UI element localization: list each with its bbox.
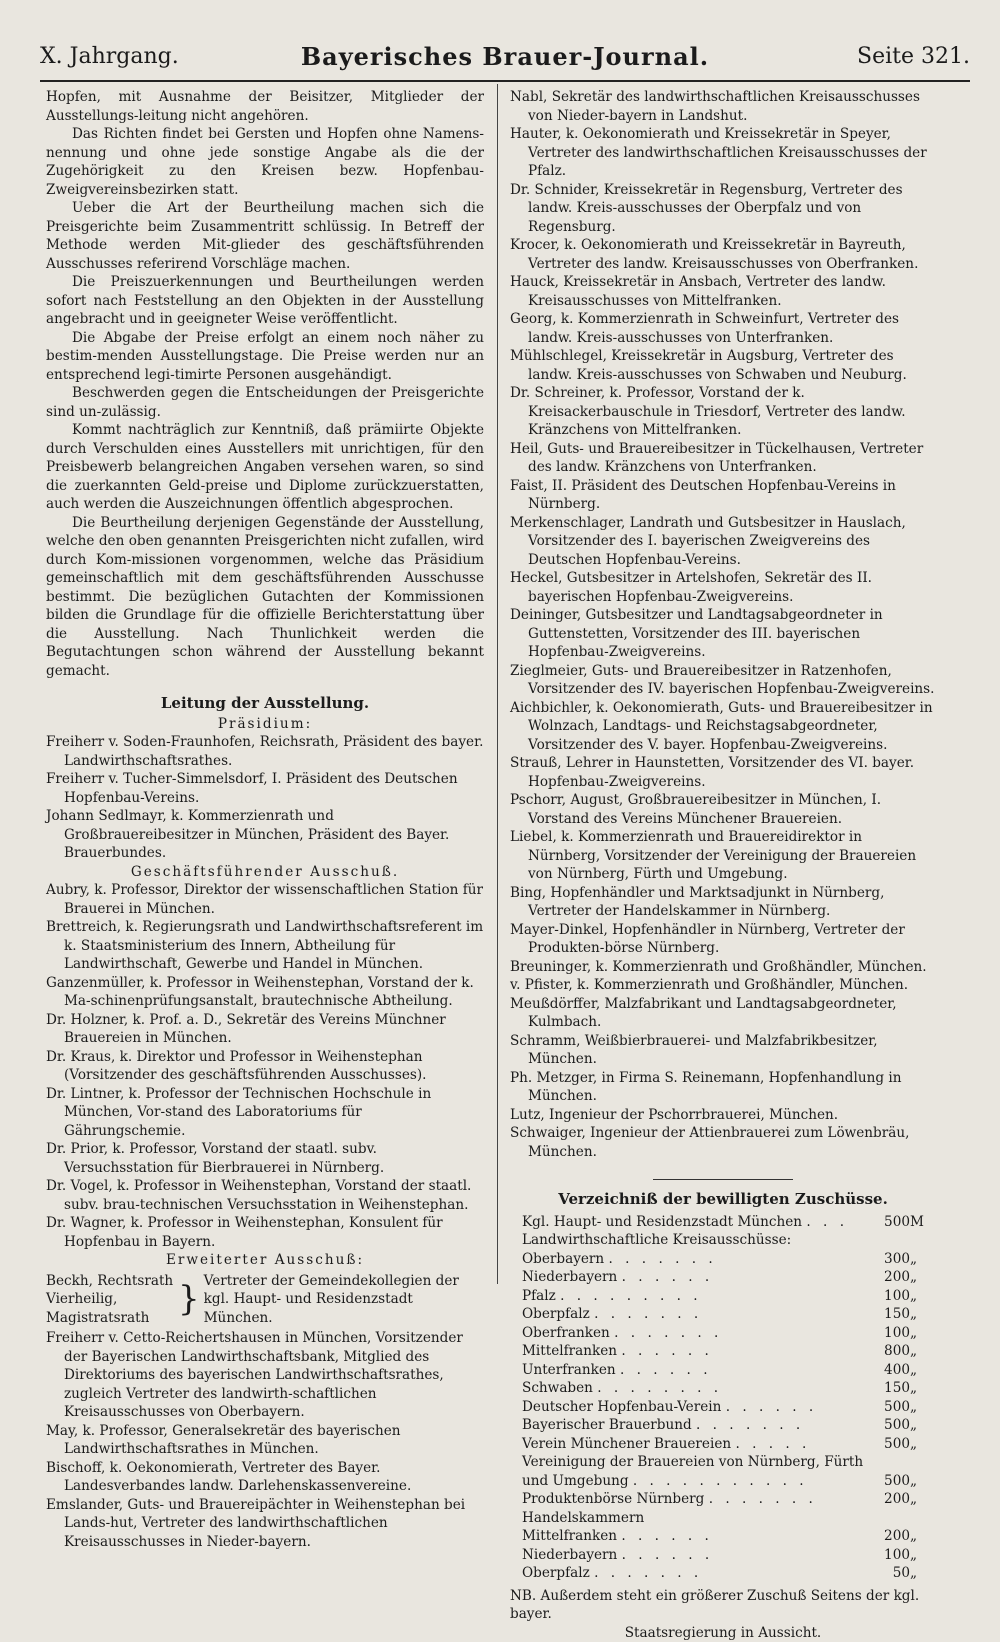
section-divider — [653, 1179, 793, 1180]
grant-row — [522, 1398, 932, 1417]
member-entry: Hauck, Kreissekretär in Ansbach, Vertreter des landw. Kreisausschusses von Mittelfranken. — [510, 273, 936, 310]
grant-label-cell — [522, 1453, 868, 1472]
member-entry: Mayer-Dinkel, Hopfenhändler in Nürnberg, Vertreter der Produkten-börse Nürnberg. — [510, 921, 936, 958]
erweitert-title: Erweiterter Ausschuß: — [46, 1251, 484, 1270]
member-entry: Strauß, Lehrer in Haunstetten, Vorsitzender des VI. bayer. Hopfenbau-Zweigvereins. — [510, 754, 936, 791]
grant-label: Niederbayern — [522, 1269, 617, 1285]
grant-label: Pfalz — [522, 1288, 556, 1304]
ausschuss-entry: Dr. Prior, k. Professor, Vorstand der staatl. subv. Versuchsstation für Bierbrauerei in Nürnberg. — [46, 1140, 484, 1177]
brace-description: Vertreter der Gemeindekollegien der kgl. Haupt- und Residenzstadt München. — [204, 1272, 484, 1328]
member-entry: Heckel, Gutsbesitzer in Artelshofen, Sekretär des II. bayerischen Hopfenbau-Zweigvereins. — [510, 569, 936, 606]
ausschuss-entry: Ganzenmüller, k. Professor in Weihenstephan, Vorstand der k. Ma-schinenprüfungsanstalt, brautechnische Abtheilung. — [46, 974, 484, 1011]
grant-amount: 150 — [868, 1379, 910, 1398]
member-entry: Heil, Guts- und Brauereibesitzer in Tückelhausen, Vertreter des landw. Kränzchens von Unterfranken. — [510, 440, 936, 477]
grant-amount — [868, 1453, 910, 1472]
grant-label-cell — [522, 1564, 868, 1583]
grant-label: Landwirthschaftliche Kreisausschüsse: — [522, 1232, 791, 1248]
grant-unit: „ — [910, 1398, 932, 1417]
leader-dots: . . . . . . . — [709, 1491, 817, 1507]
grant-unit: „ — [910, 1564, 932, 1583]
intro-paragraph: Die Beurtheilung derjenigen Gegenstände der Ausstellung, welche den oben genannten Preisgerichten nicht zufallen, wird durch Kom-missionen vorgenommen, welche das Präsidium gemeinschaftlich mit dem geschäftsführenden Ausschusse bestimmt. Die bezüglichen Gutachten der Kommissionen bilden die Grundlage für die offizielle Berichterstattung über die Ausstellung. Nach Thunlichkeit werden die Begutachtungen schon während der Ausstellung bekannt gemacht. — [46, 514, 484, 681]
grant-row — [522, 1509, 932, 1528]
leader-dots: . . . . . . — [621, 1528, 713, 1544]
grant-row — [522, 1546, 932, 1565]
grant-unit — [910, 1231, 932, 1250]
nb-note: NB. Außerdem steht ein größerer Zuschuß Seitens der kgl. bayer. — [510, 1587, 936, 1624]
grant-amount: 200 — [868, 1490, 910, 1509]
leitung-title: Leitung der Ausstellung. — [46, 694, 484, 713]
grant-label-cell — [522, 1527, 868, 1546]
grant-label-cell — [522, 1305, 868, 1324]
grant-label-cell — [522, 1231, 868, 1250]
grant-amount: 100 — [868, 1546, 910, 1565]
grant-row — [522, 1490, 932, 1509]
grant-unit: „ — [910, 1250, 932, 1269]
column-rule — [497, 84, 498, 1284]
grant-label: Mittelfranken — [522, 1343, 617, 1359]
leader-dots: . . . — [806, 1214, 848, 1230]
grant-row — [522, 1324, 932, 1343]
grant-row — [522, 1250, 932, 1269]
leader-dots: . . . . . . — [726, 1399, 818, 1415]
volume-label: X. Jahrgang. — [40, 44, 179, 69]
grant-amount: 200 — [868, 1268, 910, 1287]
grant-label: Oberpfalz — [522, 1565, 590, 1581]
grant-amount: 400 — [868, 1361, 910, 1380]
intro-paragraph: Ueber die Art der Beurtheilung machen sich die Preisgerichte beim Zusammentritt schlüssig. In Betreff der Methode werden Mit-glieder des geschäftsführenden Ausschusses referirend Vorschläge machen. — [46, 199, 484, 273]
grant-unit: M — [910, 1213, 932, 1232]
ausschuss-entry: Brettreich, k. Regierungsrath und Landwirthschaftsreferent im k. Staatsministerium des Innern, Abtheilung für Landwirthschaft, Gewerbe und Handel in München. — [46, 918, 484, 974]
ausschuss-title: Geschäftsführender Ausschuß. — [46, 863, 484, 882]
grant-row — [522, 1305, 932, 1324]
grant-label-cell — [522, 1490, 868, 1509]
grant-label-cell — [522, 1268, 868, 1287]
member-entry: Deininger, Gutsbesitzer und Landtagsabgeordneter in Guttenstetten, Vorsitzender des III. bayerischen Hopfenbau-Zweigvereins. — [510, 606, 936, 662]
grant-label-cell — [522, 1287, 868, 1306]
erweitert-entry: Bischoff, k. Oekonomierath, Vertreter des Bayer. Landesverbandes landw. Darlehenskassenvereine. — [46, 1459, 484, 1496]
page-header — [40, 44, 970, 78]
grant-unit: „ — [910, 1324, 932, 1343]
grant-label-cell — [522, 1324, 868, 1343]
zuschuesse-title: Verzeichniß der bewilligten Zuschüsse. — [510, 1190, 936, 1209]
grant-row — [522, 1472, 932, 1491]
grant-unit: „ — [910, 1379, 932, 1398]
member-entry: Breuninger, k. Kommerzienrath und Großhändler, München. — [510, 958, 936, 977]
intro-paragraph: Beschwerden gegen die Entscheidungen der Preisgerichte sind un-zulässig. — [46, 384, 484, 421]
grant-row — [522, 1527, 932, 1546]
leader-dots: . . . . . . . . — [597, 1380, 722, 1396]
intro-paragraph: Die Preiszuerkennungen und Beurtheilungen werden sofort nach Feststellung an den Objekten in der Ausstellung angebracht und in geeigneter Weise veröffentlicht. — [46, 273, 484, 329]
grant-unit: „ — [910, 1546, 932, 1565]
grant-label: Schwaben — [522, 1380, 593, 1396]
member-entry: Pschorr, August, Großbrauereibesitzer in München, I. Vorstand des Vereins Münchener Brauereien. — [510, 791, 936, 828]
leader-dots: . . . . . . . . . — [560, 1288, 701, 1304]
grant-label-cell — [522, 1472, 868, 1491]
grant-label-cell — [522, 1416, 868, 1435]
page-number: Seite 321. — [857, 44, 970, 69]
left-column — [46, 88, 484, 1551]
grant-unit: „ — [910, 1416, 932, 1435]
grant-amount: 500 — [868, 1213, 910, 1232]
erweitert-entry: Emslander, Guts- und Brauereipächter in Weihenstephan bei Lands-hut, Vertreter des landwirthschaftlichen Kreisausschusses in Nieder-bayern. — [46, 1496, 484, 1552]
leader-dots: . . . . . . — [622, 1547, 714, 1563]
grant-unit — [910, 1509, 932, 1528]
intro-paragraph: Kommt nachträglich zur Kenntniß, daß prämiirte Objekte durch Verschulden eines Ausstellers mit unrichtigen, für den Preisbewerb belangreichen Angaben versehen waren, so sind die zuerkannten Geld-preise und Diplome zurückzuerstatten, auch werden die Auszeichnungen öffentlich abgesprochen. — [46, 421, 484, 514]
grant-unit: „ — [910, 1490, 932, 1509]
intro-paragraph: Hopfen, mit Ausnahme der Beisitzer, Mitglieder der Ausstellungs-leitung nicht angehören. — [46, 88, 484, 125]
grant-label-cell — [522, 1361, 868, 1380]
header-rule — [40, 80, 970, 82]
grant-label-cell — [522, 1435, 868, 1454]
grant-unit: „ — [910, 1472, 932, 1491]
member-entry: Lutz, Ingenieur der Pschorrbrauerei, München. — [510, 1106, 936, 1125]
grant-amount: 500 — [868, 1472, 910, 1491]
leader-dots: . . . . . . . — [594, 1565, 702, 1581]
member-entry: Bing, Hopfenhändler und Marktsadjunkt in Nürnberg, Vertreter der Handelskammer in Nürnberg. — [510, 884, 936, 921]
brace-names — [46, 1272, 178, 1328]
grant-label: Deutscher Hopfenbau-Verein — [522, 1399, 721, 1415]
grant-unit — [910, 1453, 932, 1472]
intro-paragraph: Das Richten findet bei Gersten und Hopfen ohne Namens-nennung und ohne jede sonstige Angabe als die der Zugehörigkeit zu den Kreisen bezw. Hopfenbau-Zweigvereinsbezirken statt. — [46, 125, 484, 199]
grant-amount: 150 — [868, 1305, 910, 1324]
grant-row — [522, 1564, 932, 1583]
member-entry: Meußdörffer, Malzfabrikant und Landtagsabgeordneter, Kulmbach. — [510, 995, 936, 1032]
member-entry: Schramm, Weißbierbrauerei- und Malzfabrikbesitzer, München. — [510, 1032, 936, 1069]
grant-label-cell — [522, 1398, 868, 1417]
grant-label: Oberbayern — [522, 1251, 604, 1267]
journal-title: Bayerisches Brauer-Journal. — [40, 42, 970, 71]
grant-row — [522, 1231, 932, 1250]
leader-dots: . . . . . — [735, 1436, 810, 1452]
grant-amount: 200 — [868, 1527, 910, 1546]
grant-label-cell — [522, 1342, 868, 1361]
member-entry: Aichbichler, k. Oekonomierath, Guts- und Brauereibesitzer in Wolnzach, Landtags- und Reichstagsabgeordneter, Vorsitzender des V. bayer. Hopfenbau-Zweigvereins. — [510, 699, 936, 755]
grant-amount — [868, 1509, 910, 1528]
member-entry: Hauter, k. Oekonomierath und Kreissekretär in Speyer, Vertreter des landwirthschaftlichen Kreisausschusses der Pfalz. — [510, 125, 936, 181]
grant-label: und Umgebung — [522, 1473, 629, 1489]
grant-label: Oberfranken — [522, 1325, 610, 1341]
praesidium-entry: Johann Sedlmayr, k. Kommerzienrath und Großbrauereibesitzer in München, Präsident des Bayer. Brauerbundes. — [46, 807, 484, 863]
grant-label-cell — [522, 1379, 868, 1398]
brace-group — [46, 1272, 484, 1328]
leader-dots: . . . . . . — [622, 1269, 714, 1285]
grant-amount: 50 — [868, 1564, 910, 1583]
grant-row — [522, 1435, 932, 1454]
leader-dots: . . . . . . . — [609, 1251, 717, 1267]
grant-label: Niederbayern — [522, 1547, 617, 1563]
grant-label-cell — [522, 1250, 868, 1269]
grant-row — [522, 1213, 932, 1232]
grant-row — [522, 1379, 932, 1398]
grant-amount: 100 — [868, 1287, 910, 1306]
brace-mark: } — [178, 1284, 204, 1314]
member-entry: Merkenschlager, Landrath und Gutsbesitzer in Hauslach, Vorsitzender des I. bayerischen Zweigvereins des Deutschen Hopfenbau-Vereins. — [510, 514, 936, 570]
grant-label: Verein Münchener Brauereien — [522, 1436, 731, 1452]
ausschuss-entry: Aubry, k. Professor, Direktor der wissenschaftlichen Station für Brauerei in München. — [46, 881, 484, 918]
grant-label: Handelskammern — [522, 1510, 644, 1526]
erweitert-entry: Freiherr v. Cetto-Reichertshausen in München, Vorsitzender der Bayerischen Landwirthschaftsbank, Mitglied des Direktoriums des bayerischen Landwirthschaftsrathes, zugleich Vertreter des landwirth-schaftlichen Kreisausschusses von Oberbayern. — [46, 1329, 484, 1422]
grant-label: Unterfranken — [522, 1362, 616, 1378]
grant-amount — [868, 1231, 910, 1250]
grant-label: Oberpfalz — [522, 1306, 590, 1322]
member-entry: Mühlschlegel, Kreissekretär in Augsburg, Vertreter des landw. Kreis-ausschusses von Schwaben und Neuburg. — [510, 347, 936, 384]
leader-dots: . . . . . . . — [614, 1325, 722, 1341]
ausschuss-entry: Dr. Lintner, k. Professor der Technischen Hochschule in München, Vor-stand des Laboratoriums für Gährungschemie. — [46, 1085, 484, 1141]
brace-name: Vierheilig, Magistratsrath — [46, 1290, 178, 1327]
grant-row — [522, 1342, 932, 1361]
member-entry: v. Pfister, k. Kommerzienrath und Großhändler, München. — [510, 976, 936, 995]
member-entry: Ph. Metzger, in Firma S. Reinemann, Hopfenhandlung in München. — [510, 1069, 936, 1106]
grant-label: Mittelfranken — [522, 1528, 617, 1544]
brace-name: Beckh, Rechtsrath — [46, 1272, 178, 1291]
grants-table — [522, 1213, 932, 1583]
leader-dots: . . . . . . . — [696, 1417, 804, 1433]
member-entry: Georg, k. Kommerzienrath in Schweinfurt, Vertreter des landw. Kreis-ausschusses von Unterfranken. — [510, 310, 936, 347]
grant-unit: „ — [910, 1287, 932, 1306]
leader-dots: . . . . . . — [620, 1362, 712, 1378]
grant-label-cell — [522, 1213, 868, 1232]
grant-row — [522, 1453, 932, 1472]
grant-label: Vereinigung der Brauereien von Nürnberg, Fürth — [522, 1454, 863, 1470]
member-entry: Nabl, Sekretär des landwirthschaftlichen Kreisausschusses von Nieder-bayern in Landshut. — [510, 88, 936, 125]
grant-label: Produktenbörse Nürnberg — [522, 1491, 704, 1507]
grant-amount: 500 — [868, 1435, 910, 1454]
grant-unit: „ — [910, 1305, 932, 1324]
grant-amount: 100 — [868, 1324, 910, 1343]
grant-row — [522, 1416, 932, 1435]
ausschuss-entry: Dr. Holzner, k. Prof. a. D., Sekretär des Vereins Münchner Brauereien in München. — [46, 1011, 484, 1048]
praesidium-entry: Freiherr v. Soden-Fraunhofen, Reichsrath, Präsident des bayer. Landwirthschaftsrathes. — [46, 733, 484, 770]
grant-row — [522, 1268, 932, 1287]
member-entry: Krocer, k. Oekonomierath und Kreissekretär in Bayreuth, Vertreter des landw. Kreisausschusses von Oberfranken. — [510, 236, 936, 273]
grant-label-cell — [522, 1546, 868, 1565]
member-entry: Dr. Schnider, Kreissekretär in Regensburg, Vertreter des landw. Kreis-ausschusses der Oberpfalz und von Regensburg. — [510, 181, 936, 237]
right-column — [510, 88, 936, 1642]
member-entry: Faist, II. Präsident des Deutschen Hopfenbau-Vereins in Nürnberg. — [510, 477, 936, 514]
leader-dots: . . . . . . — [621, 1343, 713, 1359]
member-entry: Schwaiger, Ingenieur der Attienbrauerei zum Löwenbräu, München. — [510, 1124, 936, 1161]
grant-row — [522, 1361, 932, 1380]
leader-dots: . . . . . . . . . . . — [633, 1473, 808, 1489]
grant-label: Kgl. Haupt- und Residenzstadt München — [522, 1214, 802, 1230]
nb-note-continued: Staatsregierung in Aussicht. — [510, 1624, 936, 1642]
praesidium-title: Präsidium: — [46, 715, 484, 734]
member-entry: Zieglmeier, Guts- und Brauereibesitzer in Ratzenhofen, Vorsitzender des IV. bayerischen Hopfenbau-Zweigvereins. — [510, 662, 936, 699]
grant-amount: 800 — [868, 1342, 910, 1361]
grant-amount: 300 — [868, 1250, 910, 1269]
grant-unit: „ — [910, 1527, 932, 1546]
grant-label-cell — [522, 1509, 868, 1528]
erweitert-entry: May, k. Professor, Generalsekretär des bayerischen Landwirthschaftsrathes in München. — [46, 1422, 484, 1459]
grant-row — [522, 1287, 932, 1306]
grant-unit: „ — [910, 1361, 932, 1380]
grant-amount: 500 — [868, 1416, 910, 1435]
grant-unit: „ — [910, 1342, 932, 1361]
grant-unit: „ — [910, 1268, 932, 1287]
ausschuss-entry: Dr. Kraus, k. Direktor und Professor in Weihenstephan (Vorsitzender des geschäftsführenden Ausschusses). — [46, 1048, 484, 1085]
grant-amount: 500 — [868, 1398, 910, 1417]
ausschuss-entry: Dr. Vogel, k. Professor in Weihenstephan, Vorstand der staatl. subv. brau-technischen Versuchsstation in Weihenstephan. — [46, 1177, 484, 1214]
leader-dots: . . . . . . . — [594, 1306, 702, 1322]
grant-unit: „ — [910, 1435, 932, 1454]
praesidium-entry: Freiherr v. Tucher-Simmelsdorf, I. Präsident des Deutschen Hopfenbau-Vereins. — [46, 770, 484, 807]
intro-paragraph: Die Abgabe der Preise erfolgt an einem noch näher zu bestim-menden Ausstellungstage. Die Preise werden nur an entsprechend legi-timirte Personen ausgehändigt. — [46, 329, 484, 385]
grant-label: Bayerischer Brauerbund — [522, 1417, 692, 1433]
ausschuss-entry: Dr. Wagner, k. Professor in Weihenstephan, Konsulent für Hopfenbau in Bayern. — [46, 1214, 484, 1251]
member-entry: Dr. Schreiner, k. Professor, Vorstand der k. Kreisackerbauschule in Triesdorf, Vertreter des landw. Kränzchens von Mittelfranken. — [510, 384, 936, 440]
member-entry: Liebel, k. Kommerzienrath und Brauereidirektor in Nürnberg, Vorsitzender der Vereinigung der Brauereien von Nürnberg, Fürth und Umgebung. — [510, 828, 936, 884]
